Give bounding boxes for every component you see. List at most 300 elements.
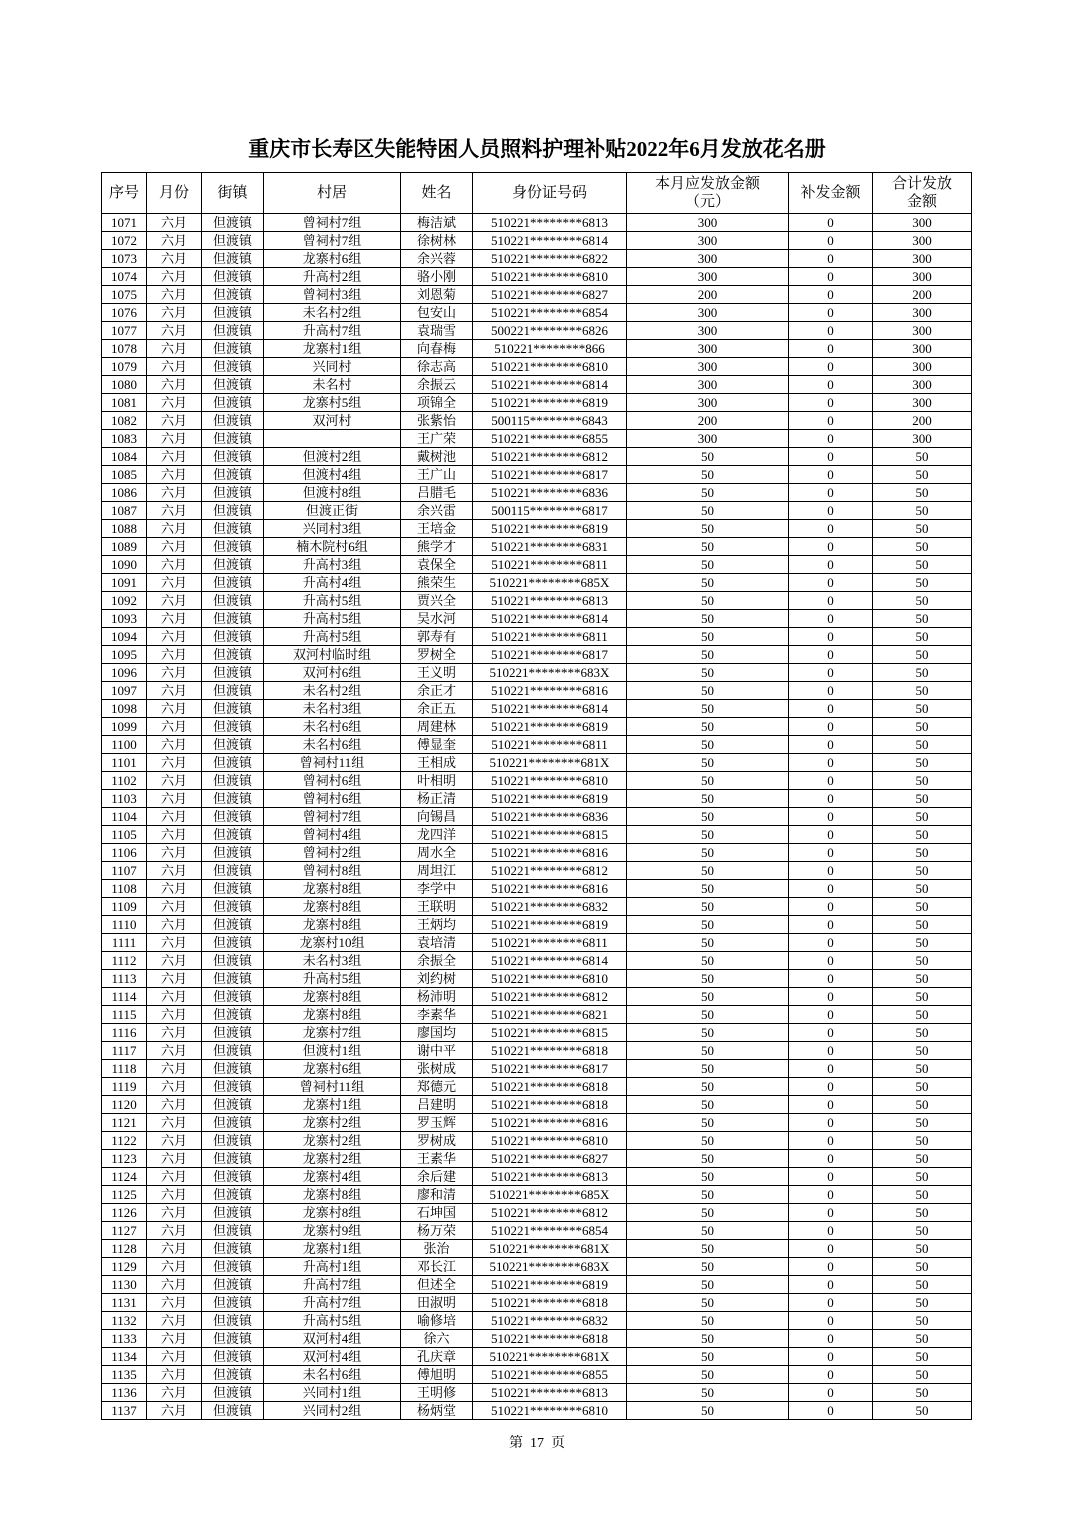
cell-name: 杨正清: [401, 790, 473, 808]
header-id-number: [473, 173, 627, 214]
cell-id-number: 510221********6810: [473, 268, 627, 286]
cell-serial: 1103: [102, 790, 147, 808]
table-row: [102, 1006, 972, 1024]
cell-village: 升高村7组: [264, 322, 401, 340]
table-row: [102, 1294, 972, 1312]
cell-name: 王素华: [401, 1150, 473, 1168]
cell-name: 项锦全: [401, 394, 473, 412]
cell-village: 升高村5组: [264, 970, 401, 988]
cell-name: 贾兴全: [401, 592, 473, 610]
cell-month: 六月: [147, 970, 202, 988]
header-village-label: 村居: [316, 185, 347, 201]
cell-id-number: 510221********866: [473, 340, 627, 358]
cell-serial: 1127: [102, 1222, 147, 1240]
table-row: [102, 466, 972, 484]
cell-id-number: 510221********6810: [473, 358, 627, 376]
cell-name: 杨炳堂: [401, 1402, 473, 1420]
cell-town: 但渡镇: [202, 556, 264, 574]
cell-total-amount: 50: [873, 1096, 972, 1114]
cell-month: 六月: [147, 376, 202, 394]
cell-town: 但渡镇: [202, 862, 264, 880]
cell-name: 郭寿有: [401, 628, 473, 646]
cell-total-amount: 50: [873, 610, 972, 628]
cell-monthly-amount: 50: [627, 1006, 789, 1024]
cell-supplement-amount: 0: [789, 358, 873, 376]
cell-monthly-amount: 50: [627, 700, 789, 718]
cell-id-number: 510221********6810: [473, 772, 627, 790]
cell-month: 六月: [147, 1294, 202, 1312]
cell-serial: 1090: [102, 556, 147, 574]
cell-name: 徐六: [401, 1330, 473, 1348]
cell-supplement-amount: 0: [789, 1348, 873, 1366]
cell-monthly-amount: 50: [627, 664, 789, 682]
table-row: [102, 502, 972, 520]
cell-monthly-amount: 50: [627, 1240, 789, 1258]
table-row: [102, 862, 972, 880]
cell-serial: 1119: [102, 1078, 147, 1096]
header-month-label: 月份: [158, 185, 189, 201]
cell-total-amount: 50: [873, 1222, 972, 1240]
cell-monthly-amount: 50: [627, 1168, 789, 1186]
cell-town: 但渡镇: [202, 1114, 264, 1132]
cell-total-amount: 50: [873, 1294, 972, 1312]
cell-town: 但渡镇: [202, 880, 264, 898]
cell-monthly-amount: 50: [627, 592, 789, 610]
cell-village: 但渡村1组: [264, 1042, 401, 1060]
cell-name: 张治: [401, 1240, 473, 1258]
cell-month: 六月: [147, 790, 202, 808]
cell-supplement-amount: 0: [789, 1276, 873, 1294]
cell-id-number: 510221********6815: [473, 826, 627, 844]
cell-total-amount: 300: [873, 232, 972, 250]
cell-total-amount: 50: [873, 1006, 972, 1024]
cell-serial: 1095: [102, 646, 147, 664]
cell-village: 双河村6组: [264, 664, 401, 682]
cell-total-amount: 50: [873, 1204, 972, 1222]
cell-month: 六月: [147, 844, 202, 862]
cell-total-amount: 300: [873, 214, 972, 232]
cell-total-amount: 50: [873, 1042, 972, 1060]
header-monthly-amount: [627, 173, 789, 214]
cell-name: 徐树林: [401, 232, 473, 250]
cell-month: 六月: [147, 1096, 202, 1114]
cell-id-number: 510221********6836: [473, 808, 627, 826]
cell-serial: 1109: [102, 898, 147, 916]
cell-serial: 1120: [102, 1096, 147, 1114]
cell-village: 未名村3组: [264, 700, 401, 718]
cell-monthly-amount: 50: [627, 556, 789, 574]
cell-supplement-amount: 0: [789, 448, 873, 466]
cell-monthly-amount: 300: [627, 430, 789, 448]
cell-supplement-amount: 0: [789, 628, 873, 646]
cell-month: 六月: [147, 484, 202, 502]
cell-supplement-amount: 0: [789, 466, 873, 484]
cell-id-number: 500115********6843: [473, 412, 627, 430]
cell-supplement-amount: 0: [789, 1078, 873, 1096]
cell-name: 袁培清: [401, 934, 473, 952]
header-town-label: 街镇: [217, 185, 248, 201]
cell-total-amount: 50: [873, 628, 972, 646]
cell-id-number: 510221********6814: [473, 952, 627, 970]
cell-id-number: 510221********681X: [473, 1240, 627, 1258]
cell-total-amount: 50: [873, 718, 972, 736]
cell-village: 升高村1组: [264, 1258, 401, 1276]
cell-id-number: 510221********6811: [473, 736, 627, 754]
cell-total-amount: 50: [873, 808, 972, 826]
table-row: [102, 232, 972, 250]
table-row: [102, 1042, 972, 1060]
cell-month: 六月: [147, 592, 202, 610]
cell-town: 但渡镇: [202, 592, 264, 610]
cell-month: 六月: [147, 394, 202, 412]
cell-id-number: 510221********6819: [473, 520, 627, 538]
cell-name: 杨万荣: [401, 1222, 473, 1240]
cell-supplement-amount: 0: [789, 934, 873, 952]
cell-supplement-amount: 0: [789, 646, 873, 664]
cell-serial: 1117: [102, 1042, 147, 1060]
cell-village: 曾祠村11组: [264, 1078, 401, 1096]
cell-name: 余振云: [401, 376, 473, 394]
cell-serial: 1115: [102, 1006, 147, 1024]
cell-total-amount: 50: [873, 700, 972, 718]
cell-monthly-amount: 50: [627, 682, 789, 700]
cell-village: 升高村7组: [264, 1276, 401, 1294]
cell-serial: 1098: [102, 700, 147, 718]
cell-town: 但渡镇: [202, 430, 264, 448]
cell-serial: 1078: [102, 340, 147, 358]
cell-supplement-amount: 0: [789, 1258, 873, 1276]
cell-town: 但渡镇: [202, 1168, 264, 1186]
cell-supplement-amount: 0: [789, 1060, 873, 1078]
cell-id-number: 510221********6816: [473, 844, 627, 862]
cell-monthly-amount: 200: [627, 412, 789, 430]
cell-supplement-amount: 0: [789, 520, 873, 538]
cell-serial: 1123: [102, 1150, 147, 1168]
cell-id-number: 510221********683X: [473, 664, 627, 682]
cell-total-amount: 50: [873, 646, 972, 664]
cell-id-number: 510221********6814: [473, 376, 627, 394]
cell-supplement-amount: 0: [789, 1168, 873, 1186]
cell-supplement-amount: 0: [789, 304, 873, 322]
cell-serial: 1083: [102, 430, 147, 448]
cell-id-number: 510221********6813: [473, 1168, 627, 1186]
cell-village: 双河村4组: [264, 1330, 401, 1348]
cell-total-amount: 50: [873, 1024, 972, 1042]
cell-monthly-amount: 50: [627, 1330, 789, 1348]
cell-month: 六月: [147, 1240, 202, 1258]
cell-name: 余振全: [401, 952, 473, 970]
cell-monthly-amount: 50: [627, 988, 789, 1006]
cell-id-number: 510221********681X: [473, 1348, 627, 1366]
cell-monthly-amount: 50: [627, 898, 789, 916]
cell-village: 未名村2组: [264, 304, 401, 322]
cell-supplement-amount: 0: [789, 1366, 873, 1384]
cell-month: 六月: [147, 1330, 202, 1348]
cell-supplement-amount: 0: [789, 772, 873, 790]
cell-serial: 1092: [102, 592, 147, 610]
cell-name: 刘恩菊: [401, 286, 473, 304]
cell-village: 曾祠村6组: [264, 772, 401, 790]
cell-town: 但渡镇: [202, 1240, 264, 1258]
table-row: [102, 430, 972, 448]
table-row: [102, 1276, 972, 1294]
cell-town: 但渡镇: [202, 232, 264, 250]
cell-serial: 1122: [102, 1132, 147, 1150]
table-row: [102, 1312, 972, 1330]
cell-id-number: 510221********6819: [473, 790, 627, 808]
table-row: [102, 880, 972, 898]
cell-name: 余兴雷: [401, 502, 473, 520]
cell-supplement-amount: 0: [789, 1132, 873, 1150]
cell-town: 但渡镇: [202, 934, 264, 952]
cell-monthly-amount: 50: [627, 520, 789, 538]
cell-id-number: 510221********6810: [473, 1132, 627, 1150]
cell-name: 王相成: [401, 754, 473, 772]
cell-monthly-amount: 50: [627, 754, 789, 772]
cell-town: 但渡镇: [202, 268, 264, 286]
cell-id-number: 510221********681X: [473, 754, 627, 772]
cell-supplement-amount: 0: [789, 988, 873, 1006]
cell-id-number: 510221********6819: [473, 718, 627, 736]
cell-supplement-amount: 0: [789, 916, 873, 934]
cell-village: 龙寨村8组: [264, 880, 401, 898]
cell-name: 王联明: [401, 898, 473, 916]
cell-town: 但渡镇: [202, 1078, 264, 1096]
table-row: [102, 646, 972, 664]
table-row: [102, 304, 972, 322]
cell-name: 向春梅: [401, 340, 473, 358]
cell-month: 六月: [147, 808, 202, 826]
cell-serial: 1125: [102, 1186, 147, 1204]
table-row: [102, 268, 972, 286]
table-row: [102, 988, 972, 1006]
cell-total-amount: 300: [873, 340, 972, 358]
cell-supplement-amount: 0: [789, 286, 873, 304]
cell-monthly-amount: 50: [627, 502, 789, 520]
cell-town: 但渡镇: [202, 358, 264, 376]
cell-id-number: 510221********6816: [473, 880, 627, 898]
cell-town: 但渡镇: [202, 718, 264, 736]
cell-village: 楠木院村6组: [264, 538, 401, 556]
cell-month: 六月: [147, 1078, 202, 1096]
cell-town: 但渡镇: [202, 772, 264, 790]
cell-month: 六月: [147, 232, 202, 250]
cell-monthly-amount: 300: [627, 340, 789, 358]
cell-month: 六月: [147, 700, 202, 718]
cell-village: 双河村4组: [264, 1348, 401, 1366]
table-row: [102, 844, 972, 862]
cell-total-amount: 50: [873, 916, 972, 934]
cell-name: 熊学才: [401, 538, 473, 556]
cell-month: 六月: [147, 268, 202, 286]
cell-serial: 1110: [102, 916, 147, 934]
cell-serial: 1118: [102, 1060, 147, 1078]
cell-serial: 1079: [102, 358, 147, 376]
cell-month: 六月: [147, 1006, 202, 1024]
cell-monthly-amount: 300: [627, 394, 789, 412]
cell-month: 六月: [147, 1402, 202, 1420]
cell-serial: 1084: [102, 448, 147, 466]
cell-supplement-amount: 0: [789, 1402, 873, 1420]
cell-town: 但渡镇: [202, 790, 264, 808]
cell-total-amount: 50: [873, 790, 972, 808]
cell-name: 袁保全: [401, 556, 473, 574]
cell-supplement-amount: 0: [789, 844, 873, 862]
cell-name: 戴树池: [401, 448, 473, 466]
cell-monthly-amount: 50: [627, 844, 789, 862]
cell-serial: 1102: [102, 772, 147, 790]
cell-village: 未名村6组: [264, 736, 401, 754]
cell-monthly-amount: 50: [627, 1222, 789, 1240]
cell-id-number: 510221********6818: [473, 1330, 627, 1348]
cell-id-number: 510221********6812: [473, 1204, 627, 1222]
cell-month: 六月: [147, 1132, 202, 1150]
cell-month: 六月: [147, 934, 202, 952]
cell-total-amount: 50: [873, 1312, 972, 1330]
cell-monthly-amount: 50: [627, 484, 789, 502]
cell-month: 六月: [147, 430, 202, 448]
cell-monthly-amount: 50: [627, 1366, 789, 1384]
cell-supplement-amount: 0: [789, 952, 873, 970]
cell-supplement-amount: 0: [789, 412, 873, 430]
cell-village: 龙寨村4组: [264, 1168, 401, 1186]
table-header: [102, 173, 972, 214]
table-row: [102, 952, 972, 970]
cell-town: 但渡镇: [202, 808, 264, 826]
cell-month: 六月: [147, 880, 202, 898]
cell-serial: 1097: [102, 682, 147, 700]
cell-month: 六月: [147, 1276, 202, 1294]
cell-total-amount: 50: [873, 502, 972, 520]
cell-village: 曾祠村11组: [264, 754, 401, 772]
cell-id-number: 510221********6813: [473, 592, 627, 610]
header-town: [202, 173, 264, 214]
cell-id-number: 510221********6811: [473, 556, 627, 574]
cell-serial: 1094: [102, 628, 147, 646]
cell-supplement-amount: 0: [789, 556, 873, 574]
cell-serial: 1129: [102, 1258, 147, 1276]
cell-monthly-amount: 50: [627, 1060, 789, 1078]
cell-month: 六月: [147, 646, 202, 664]
cell-town: 但渡镇: [202, 466, 264, 484]
cell-name: 骆小刚: [401, 268, 473, 286]
table-row: [102, 376, 972, 394]
cell-supplement-amount: 0: [789, 592, 873, 610]
cell-total-amount: 50: [873, 1402, 972, 1420]
cell-total-amount: 300: [873, 322, 972, 340]
cell-name: 郑德元: [401, 1078, 473, 1096]
cell-month: 六月: [147, 502, 202, 520]
cell-town: 但渡镇: [202, 394, 264, 412]
cell-id-number: 510221********6854: [473, 304, 627, 322]
cell-name: 廖国均: [401, 1024, 473, 1042]
table-row: [102, 754, 972, 772]
cell-monthly-amount: 50: [627, 1042, 789, 1060]
cell-supplement-amount: 0: [789, 484, 873, 502]
cell-monthly-amount: 50: [627, 610, 789, 628]
cell-supplement-amount: 0: [789, 1222, 873, 1240]
cell-town: 但渡镇: [202, 1294, 264, 1312]
table-row: [102, 682, 972, 700]
cell-serial: 1132: [102, 1312, 147, 1330]
cell-total-amount: 50: [873, 664, 972, 682]
cell-month: 六月: [147, 448, 202, 466]
cell-name: 罗玉辉: [401, 1114, 473, 1132]
table-row: [102, 358, 972, 376]
cell-name: 王义明: [401, 664, 473, 682]
cell-town: 但渡镇: [202, 646, 264, 664]
cell-month: 六月: [147, 1366, 202, 1384]
cell-month: 六月: [147, 250, 202, 268]
table-row: [102, 214, 972, 232]
cell-supplement-amount: 0: [789, 880, 873, 898]
cell-village: 龙寨村8组: [264, 988, 401, 1006]
cell-monthly-amount: 50: [627, 772, 789, 790]
cell-monthly-amount: 50: [627, 574, 789, 592]
document-title: 重庆市长寿区失能特困人员照料护理补贴2022年6月发放花名册: [248, 137, 826, 161]
cell-id-number: 510221********6818: [473, 1096, 627, 1114]
cell-monthly-amount: 50: [627, 1402, 789, 1420]
cell-month: 六月: [147, 1060, 202, 1078]
cell-village: 龙寨村6组: [264, 1060, 401, 1078]
cell-id-number: 510221********685X: [473, 1186, 627, 1204]
cell-id-number: 510221********6817: [473, 466, 627, 484]
cell-town: 但渡镇: [202, 898, 264, 916]
cell-village: 曾祠村4组: [264, 826, 401, 844]
cell-monthly-amount: 50: [627, 466, 789, 484]
cell-town: 但渡镇: [202, 682, 264, 700]
cell-town: 但渡镇: [202, 376, 264, 394]
cell-village: 但渡村8组: [264, 484, 401, 502]
cell-id-number: 510221********6811: [473, 934, 627, 952]
cell-supplement-amount: 0: [789, 826, 873, 844]
cell-name: 梅洁斌: [401, 214, 473, 232]
cell-village: 兴同村3组: [264, 520, 401, 538]
cell-total-amount: 300: [873, 250, 972, 268]
cell-town: 但渡镇: [202, 700, 264, 718]
cell-month: 六月: [147, 304, 202, 322]
cell-month: 六月: [147, 988, 202, 1006]
cell-serial: 1099: [102, 718, 147, 736]
cell-supplement-amount: 0: [789, 538, 873, 556]
cell-village: [264, 430, 401, 448]
cell-serial: 1071: [102, 214, 147, 232]
table-row: [102, 772, 972, 790]
cell-supplement-amount: 0: [789, 322, 873, 340]
cell-serial: 1112: [102, 952, 147, 970]
table-row: [102, 1240, 972, 1258]
cell-id-number: 510221********6817: [473, 1060, 627, 1078]
table-row: [102, 1132, 972, 1150]
cell-supplement-amount: 0: [789, 1294, 873, 1312]
header-row: [102, 173, 972, 214]
cell-town: 但渡镇: [202, 538, 264, 556]
cell-monthly-amount: 50: [627, 808, 789, 826]
cell-supplement-amount: 0: [789, 682, 873, 700]
table-row: [102, 736, 972, 754]
cell-village: 龙寨村2组: [264, 1114, 401, 1132]
cell-id-number: 510221********6814: [473, 232, 627, 250]
cell-name: 张紫怡: [401, 412, 473, 430]
cell-serial: 1135: [102, 1366, 147, 1384]
cell-town: 但渡镇: [202, 1204, 264, 1222]
cell-monthly-amount: 300: [627, 376, 789, 394]
cell-monthly-amount: 50: [627, 736, 789, 754]
header-supplement-amount-label: 补发金额: [800, 185, 861, 201]
cell-month: 六月: [147, 1258, 202, 1276]
cell-town: 但渡镇: [202, 916, 264, 934]
table-row: [102, 448, 972, 466]
